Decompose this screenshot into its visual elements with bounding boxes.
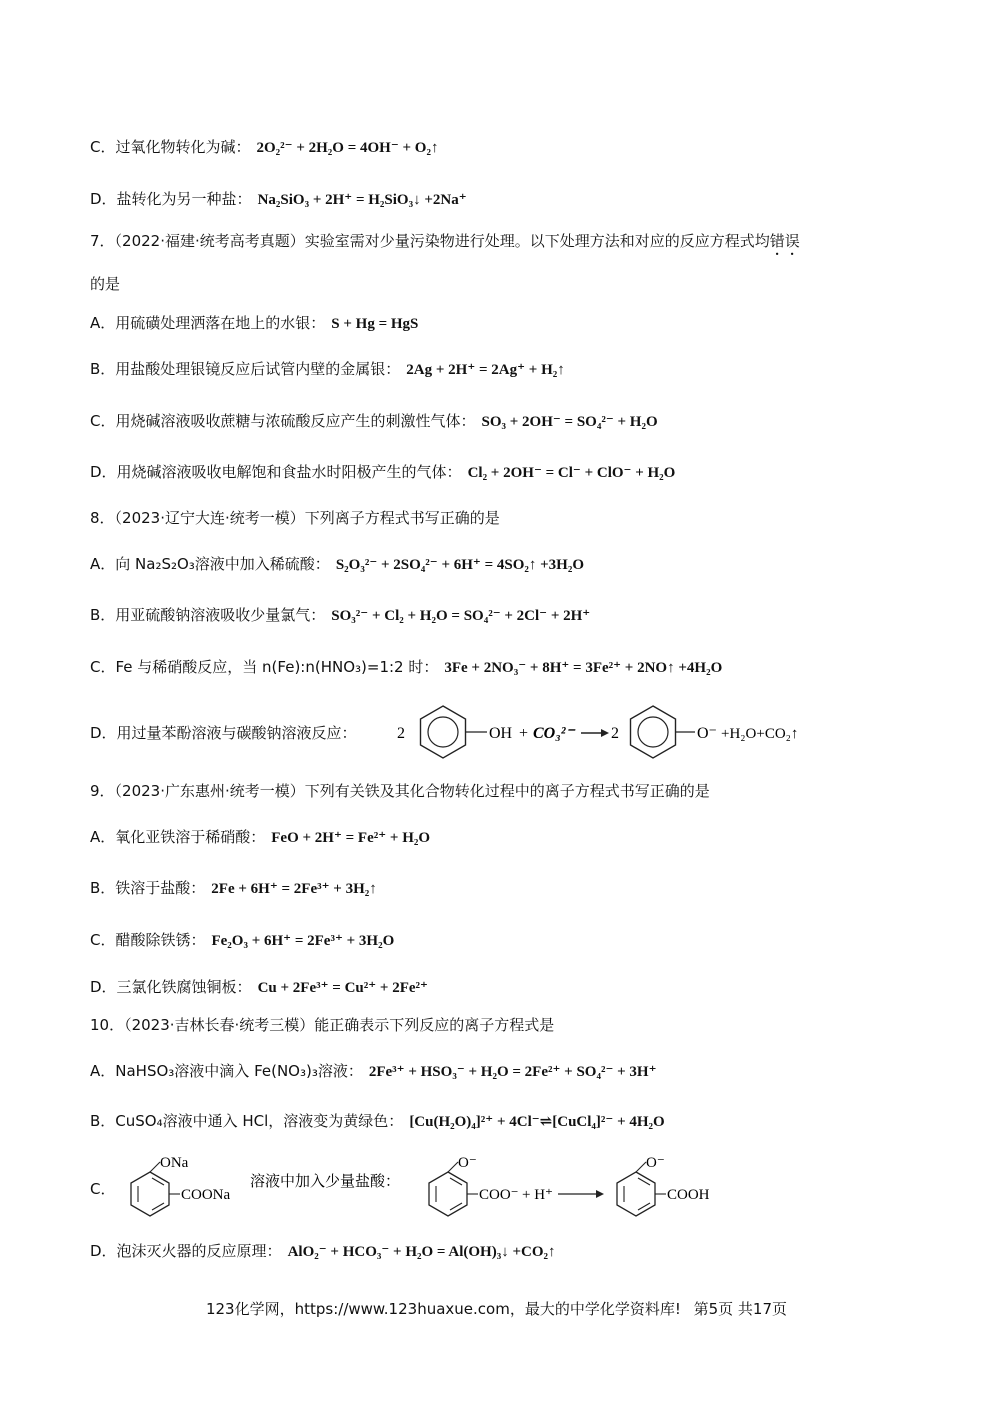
question-10-stem xyxy=(90,1014,903,1035)
option-label: B．CuSO₄溶液中通入 HCl，溶液变为黄绿色： xyxy=(90,1112,404,1130)
phenol-reaction-svg xyxy=(395,702,915,762)
q10-option-c xyxy=(90,1150,903,1230)
equation: Fe₂O₃ + 6H⁺ = 2Fe³⁺ + 3H₂O xyxy=(211,933,395,949)
equation: 2Fe³⁺ + HSO₃⁻ + H₂O = 2Fe²⁺ + SO₄²⁻ + 3H⁺ xyxy=(368,1064,657,1080)
question-text: 9．（2023·广东惠州·统考一模）下列有关铁及其化合物转化过程中的离子方程式书写正确的是 xyxy=(90,782,710,800)
q8-option-c xyxy=(90,656,903,677)
equation: 3Fe + 2NO₃⁻ + 8H⁺ = 3Fe²⁺ + 2NO↑ +4H₂O xyxy=(444,660,723,676)
option-label: C．Fe 与稀硝酸反应，当 n(Fe):n(HNO₃)=1:2 时： xyxy=(90,658,439,676)
carboxylate-group: COO⁻ xyxy=(479,1187,519,1203)
option-label: C．醋酸除铁锈： xyxy=(90,931,206,949)
equation: S + Hg = HgS xyxy=(331,316,419,332)
hydroxyl-group: OH xyxy=(489,725,513,742)
proton: + H⁺ xyxy=(522,1187,553,1203)
option-label: D．盐转化为另一种盐： xyxy=(90,190,252,208)
q10-option-d xyxy=(90,1240,903,1261)
coefficient: 2 xyxy=(397,725,405,742)
q10-option-b xyxy=(90,1110,903,1131)
option-label: B．用盐酸处理银镜反应后试管内壁的金属银： xyxy=(90,360,401,378)
q7-option-c xyxy=(90,410,903,431)
option-label: A．向 Na₂S₂O₃溶液中加入稀硫酸： xyxy=(90,555,330,573)
option-label: D．三氯化铁腐蚀铜板： xyxy=(90,978,252,996)
equation: 2O₂²⁻ + 2H₂O = 4OH⁻ + O₂↑ xyxy=(256,140,439,156)
equation: S₂O₃²⁻ + 2SO₄²⁻ + 6H⁺ = 4SO₂↑ +3H₂O xyxy=(335,557,585,573)
benzene-ring-icon xyxy=(421,706,488,758)
carboxyl-group: COONa xyxy=(181,1187,231,1203)
equation: FeO + 2H⁺ = Fe²⁺ + H₂O xyxy=(271,830,431,846)
q7-option-b xyxy=(90,358,903,379)
equation: Cu + 2Fe³⁺ = Cu²⁺ + 2Fe²⁺ xyxy=(257,980,428,996)
option-label: B．用亚硫酸钠溶液吸收少量氯气： xyxy=(90,606,326,624)
substituent: O⁻ xyxy=(458,1155,477,1171)
option-label: C． xyxy=(90,1180,116,1198)
footer-site-text: 123化学网，https://www.123huaxue.com，最大的中学化学资料库! xyxy=(205,1300,681,1318)
equation: SO₃²⁻ + Cl₂ + H₂O = SO₄²⁻ + 2Cl⁻ + 2H⁺ xyxy=(331,608,591,624)
equation: Cl₂ + 2OH⁻ = Cl⁻ + ClO⁻ + H₂O xyxy=(467,465,676,481)
coefficient: 2 xyxy=(611,725,619,742)
question-text: 8．（2023·辽宁大连·统考一模）下列离子方程式书写正确的是 xyxy=(90,509,500,527)
equation: Na₂SiO₃ + 2H⁺ = H₂SiO₃↓ +2Na⁺ xyxy=(257,192,467,208)
q10-option-a xyxy=(90,1060,903,1081)
substituent: ONa xyxy=(160,1155,189,1171)
option-label: B．铁溶于盐酸： xyxy=(90,879,206,897)
benzene-ring-icon xyxy=(631,706,696,758)
option-label: A．用硫磺处理洒落在地上的水银： xyxy=(90,314,326,332)
question-text: 的是 xyxy=(90,275,121,293)
equation: [Cu(H₂O)₄]²⁺ + 4Cl⁻⇌[CuCl₄]²⁻ + 4H₂O xyxy=(409,1114,665,1130)
carbonate: CO₃²⁻ xyxy=(533,725,575,742)
question-7-stem-cont xyxy=(90,273,903,294)
question-7-stem xyxy=(90,230,903,259)
q7-option-d xyxy=(90,461,903,482)
carboxylic-acid-group: COOH xyxy=(667,1187,710,1203)
equation: 2Ag + 2H⁺ = 2Ag⁺ + H₂↑ xyxy=(406,362,565,378)
equation: AlO₂⁻ + HCO₃⁻ + H₂O = Al(OH)₃↓ +CO₂↑ xyxy=(287,1244,556,1260)
option-label: A．NaHSO₃溶液中滴入 Fe(NO₃)₃溶液： xyxy=(90,1062,363,1080)
q8-option-b xyxy=(90,604,903,625)
arrow-icon xyxy=(601,729,609,737)
equation: 2Fe + 6H⁺ = 2Fe³⁺ + 3H₂↑ xyxy=(211,881,377,897)
q8-option-d xyxy=(90,702,903,762)
salicylate-reaction-svg xyxy=(118,1150,738,1230)
q9-option-d xyxy=(90,976,903,997)
question-text: 10．（2023·吉林长春·统考三模）能正确表示下列反应的离子方程式是 xyxy=(90,1016,555,1034)
option-label: D．泡沫灭火器的反应原理： xyxy=(90,1242,282,1260)
question-8-stem xyxy=(90,507,903,528)
equation: SO₃ + 2OH⁻ = SO₄²⁻ + H₂O xyxy=(481,414,658,430)
q9-option-b xyxy=(90,877,903,898)
emphasis-text: 错误 xyxy=(769,232,800,250)
q9-option-a xyxy=(90,826,903,847)
option-label: C．过氧化物转化为碱： xyxy=(90,138,251,156)
phenoxide-group: O⁻ xyxy=(697,725,717,742)
arrow-icon xyxy=(596,1190,604,1198)
option-label: C．用烧碱溶液吸收蔗糖与浓硫酸反应产生的刺激性气体： xyxy=(90,412,476,430)
option-label: D．用烧碱溶液吸收电解饱和食盐水时阳极产生的气体： xyxy=(90,463,462,481)
substituent: O⁻ xyxy=(646,1155,665,1171)
option-c-line xyxy=(90,136,903,157)
plus-sign: + xyxy=(519,725,529,742)
question-text: 7．（2022·福建·统考高考真题）实验室需对少量污染物进行处理。以下处理方法和对应的反应方程式均 xyxy=(90,232,770,250)
page-number: 第5页 共17页 xyxy=(693,1300,788,1318)
q8-option-a xyxy=(90,553,903,574)
option-label: D．用过量苯酚溶液与碳酸钠溶液反应： xyxy=(90,724,357,742)
option-label: A．氧化亚铁溶于稀硝酸： xyxy=(90,828,266,846)
q9-option-c xyxy=(90,929,903,950)
page-footer xyxy=(0,1298,993,1319)
option-d-line xyxy=(90,188,903,209)
q7-option-a xyxy=(90,312,903,333)
question-9-stem xyxy=(90,780,903,801)
products: +H₂O+CO₂↑ xyxy=(721,726,799,742)
stem-text: 溶液中加入少量盐酸： xyxy=(250,1172,401,1190)
